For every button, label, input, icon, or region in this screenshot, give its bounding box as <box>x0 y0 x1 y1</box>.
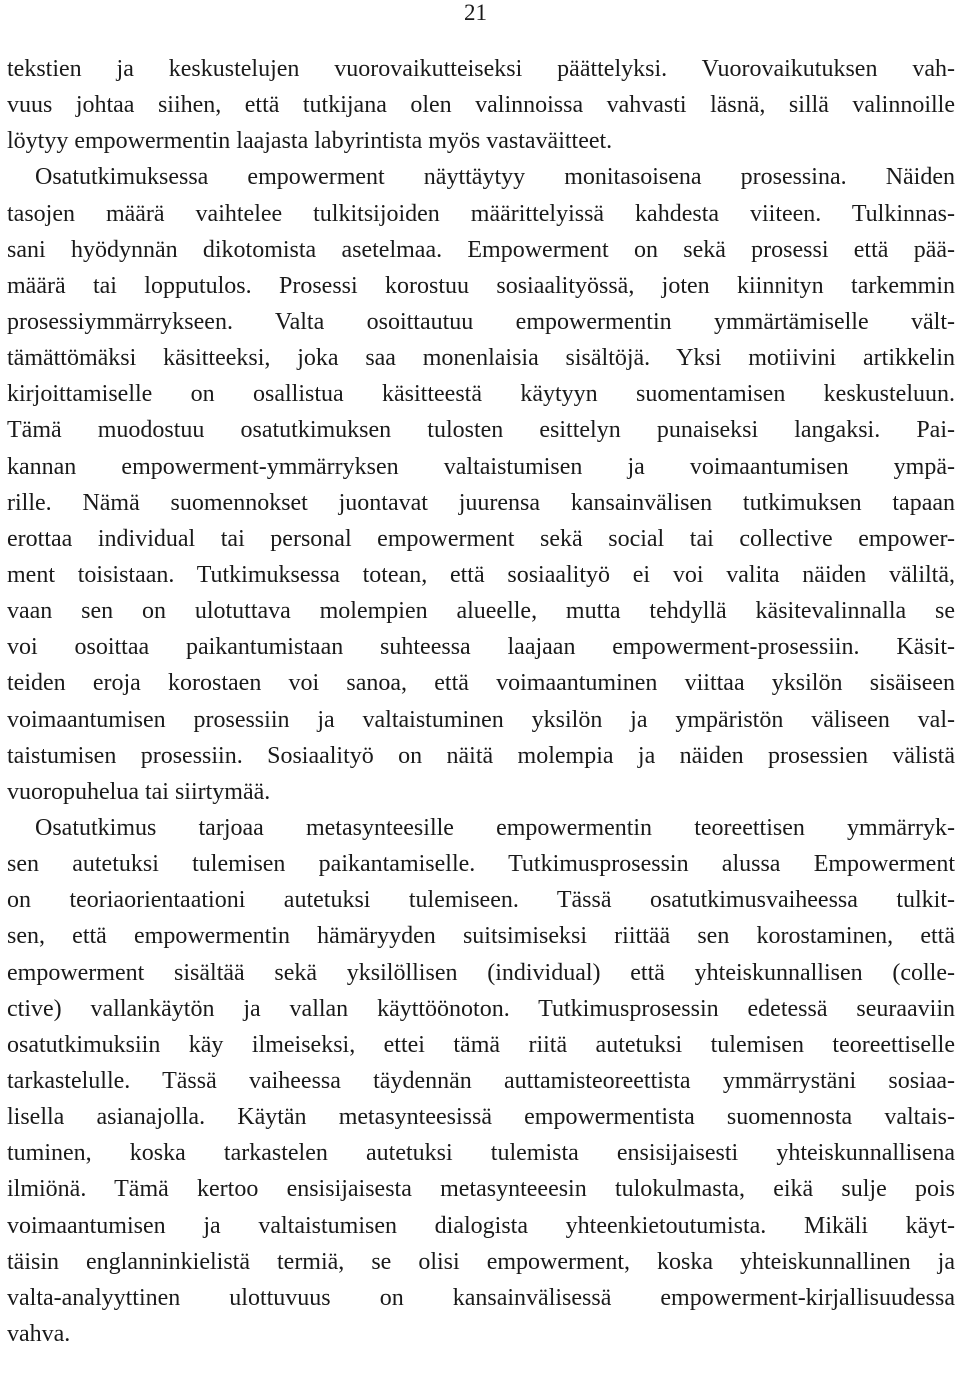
text-line: Tämä muodostuu osatutkimuksen tulosten esittelyn punaiseksi langaksi. Pai- <box>7 417 955 444</box>
text-line: tämättömäksi käsitteeksi, joka saa monenlaisia sisältöjä. Yksi motiivini artikkelin <box>7 345 955 372</box>
text-line: tarkastelulle. Tässä vaiheessa täydennän auttamisteoreettista ymmärrystäni sosiaa- <box>7 1067 955 1094</box>
text-line: ment toisistaan. Tutkimuksessa totean, että sosiaalityö ei voi valita näiden väliltä, <box>7 561 955 588</box>
text-line: empowerment sisältää sekä yksilöllisen (individual) että yhteiskunnallisen (colle- <box>7 959 955 986</box>
text-line: vahva. <box>7 1320 71 1347</box>
text-line: valta-analyyttinen ulottuvuus on kansainvälisessä empowerment-kirjallisuudessa <box>7 1284 955 1311</box>
text-line: löytyy empowermentin laajasta labyrintista myös vastaväitteet. <box>7 128 613 155</box>
text-line: prosessiymmärrykseen. Valta osoittautuu empowermentin ymmärtämiselle vält- <box>7 308 955 335</box>
text-line: määrä tai lopputulos. Prosessi korostuu sosiaalityössä, joten kiinnityn tarkemmin <box>7 272 955 299</box>
paragraph <box>7 51 955 159</box>
text-line: tuminen, koska tarkastelen autetuksi tulemista ensisijaisesti yhteiskunnallisena <box>7 1140 955 1167</box>
text-line: rille. Nämä suomennokset juontavat juurensa kansainvälisen tutkimuksen tapaan <box>7 489 955 516</box>
text-line: kirjoittamiselle on osallistua käsitteestä käytyyn suomentamisen keskusteluun. <box>7 381 955 408</box>
paragraph <box>7 159 955 810</box>
text-line: täisin englanninkielistä termiä, se olisi empowerment, koska yhteiskunnallinen ja <box>7 1248 955 1275</box>
text-line: vuoropuhelua tai siirtymää. <box>7 778 271 805</box>
body-text <box>7 51 955 1352</box>
text-line: voimaantumisen prosessiin ja valtaistuminen yksilön ja ympäristön väliseen val- <box>7 706 955 733</box>
text-line: teiden eroja korostaen voi sanoa, että voimaantuminen viittaa yksilön sisäiseen <box>7 670 955 697</box>
text-line: osatutkimuksiin käy ilmeiseksi, ettei tämä riitä autetuksi tulemisen teoreettiselle <box>7 1031 955 1058</box>
text-line: vuus johtaa siihen, että tutkijana olen valinnoissa vahvasti läsnä, sillä valinnoille <box>7 92 955 119</box>
text-line: voi osoittaa paikantumistaan suhteessa laajaan empowerment-prosessiin. Käsit- <box>7 634 955 661</box>
text-line: sani hyödynnän dikotomista asetelmaa. Empowerment on sekä prosessi että pää- <box>7 236 955 263</box>
text-line: vaan sen on ulotuttava molempien alueelle, mutta tehdyllä käsitevalinnalla se <box>7 598 955 625</box>
text-line: lisella asianajolla. Käytän metasynteesissä empowermentista suomennosta valtais- <box>7 1104 955 1131</box>
page-number: 21 <box>464 0 487 25</box>
text-line: ctive) vallankäytön ja vallan käyttöönoton. Tutkimusprosessin edetessä seuraaviin <box>7 995 955 1022</box>
text-line: sen autetuksi tulemisen paikantamiselle. Tutkimusprosessin alussa Empowerment <box>7 851 955 878</box>
text-line: Osatutkimuksessa empowerment näyttäytyy monitasoisena prosessina. Näiden <box>35 164 955 191</box>
text-line: erottaa individual tai personal empowerment sekä social tai collective empower- <box>7 525 955 552</box>
text-line: taistumisen prosessiin. Sosiaalityö on näitä molempia ja näiden prosessien välistä <box>7 742 955 769</box>
paragraph <box>7 810 955 1352</box>
text-line: ilmiönä. Tämä kertoo ensisijaisesta metasynteeesin tulokulmasta, eikä sulje pois <box>7 1176 955 1203</box>
text-line: tekstien ja keskustelujen vuorovaikutteiseksi päättelyksi. Vuorovaikutuksen vah- <box>7 56 955 82</box>
text-line: sen, että empowermentin hämäryyden suitsimiseksi riittää sen korostaminen, että <box>7 923 955 950</box>
text-line: on teoriaorientaationi autetuksi tulemiseen. Tässä osatutkimusvaiheessa tulkit- <box>7 887 955 914</box>
text-line: kannan empowerment-ymmärryksen valtaistumisen ja voimaantumisen ympä- <box>7 453 955 480</box>
text-line: Osatutkimus tarjoaa metasynteesille empowermentin teoreettisen ymmärryk- <box>35 814 955 841</box>
text-line: tasojen määrä vaihtelee tulkitsijoiden määrittelyissä kahdesta viiteen. Tulkinnas- <box>7 200 955 227</box>
text-line: voimaantumisen ja valtaistumisen dialogista yhteenkietoutumista. Mikäli käyt- <box>7 1212 955 1239</box>
